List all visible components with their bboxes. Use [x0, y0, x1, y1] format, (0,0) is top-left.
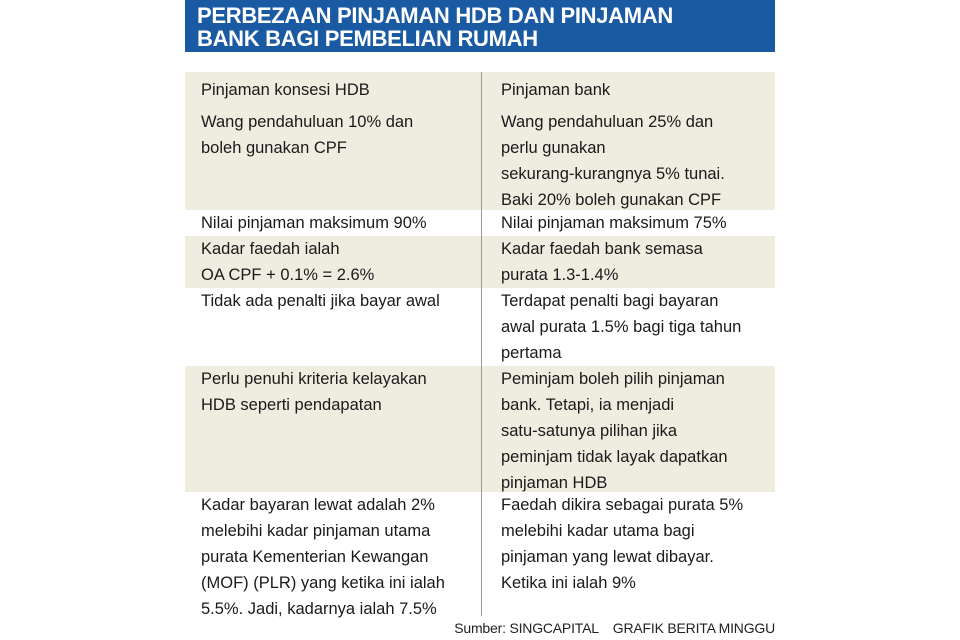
table-row — [185, 106, 775, 210]
comparison-table — [185, 72, 775, 616]
table-row — [185, 210, 775, 236]
cell-bank: Peminjam boleh pilih pinjaman bank. Tetapi, ia menjadi satu-satunya pilihan jika peminjam tidak layak dapatkan pinjaman HDB — [501, 370, 728, 492]
cell-bank: Terdapat penalti bagi bayaran awal purata 1.5% bagi tiga tahun pertama — [501, 292, 742, 362]
table-row — [185, 492, 775, 616]
source-credit: Sumber: SINGCAPITAL — [454, 620, 599, 636]
table-row — [185, 236, 775, 288]
cell-bank: Faedah dikira sebagai purata 5% melebihi kadar utama bagi pinjaman yang lewat dibayar. Ketika ini ialah 9% — [501, 496, 744, 592]
cell-hdb: Kadar bayaran lewat adalah 2% melebihi kadar pinjaman utama purata Kementerian Kewangan (MOF) (PLR) yang ketika ini ialah 5.5%. Jadi, kadarnya ialah 7.5% — [201, 496, 445, 618]
column-divider — [481, 72, 482, 616]
cell-bank: Wang pendahuluan 25% dan perlu gunakan sekurang-kurangnya 5% tunai. Baki 20% boleh gunakan CPF — [501, 113, 725, 209]
cell-hdb: Nilai pinjaman maksimum 90% — [201, 214, 427, 232]
table-row — [185, 366, 775, 492]
table-header-row — [185, 72, 775, 106]
cell-bank: Kadar faedah bank semasa purata 1.3-1.4% — [501, 240, 703, 284]
column-header-bank: Pinjaman bank — [501, 81, 611, 99]
infographic — [185, 0, 775, 640]
title-line-2: BANK BAGI PEMBELIAN RUMAH — [197, 26, 538, 51]
graphic-credit: GRAFIK BERITA MINGGU — [612, 620, 775, 636]
column-header-hdb: Pinjaman konsesi HDB — [201, 81, 370, 99]
cell-hdb: Wang pendahuluan 10% dan boleh gunakan CPF — [201, 113, 414, 157]
cell-hdb: Tidak ada penalti jika bayar awal — [201, 292, 440, 310]
cell-hdb: Kadar faedah ialah OA CPF + 0.1% = 2.6% — [201, 240, 375, 284]
cell-hdb: Perlu penuhi kriteria kelayakan HDB seperti pendapatan — [201, 370, 427, 414]
title-line-1: PERBEZAAN PINJAMAN HDB DAN PINJAMAN — [197, 3, 673, 28]
source-footer — [440, 620, 775, 636]
table-row — [185, 288, 775, 366]
cell-bank: Nilai pinjaman maksimum 75% — [501, 214, 727, 232]
page-title — [185, 0, 775, 52]
